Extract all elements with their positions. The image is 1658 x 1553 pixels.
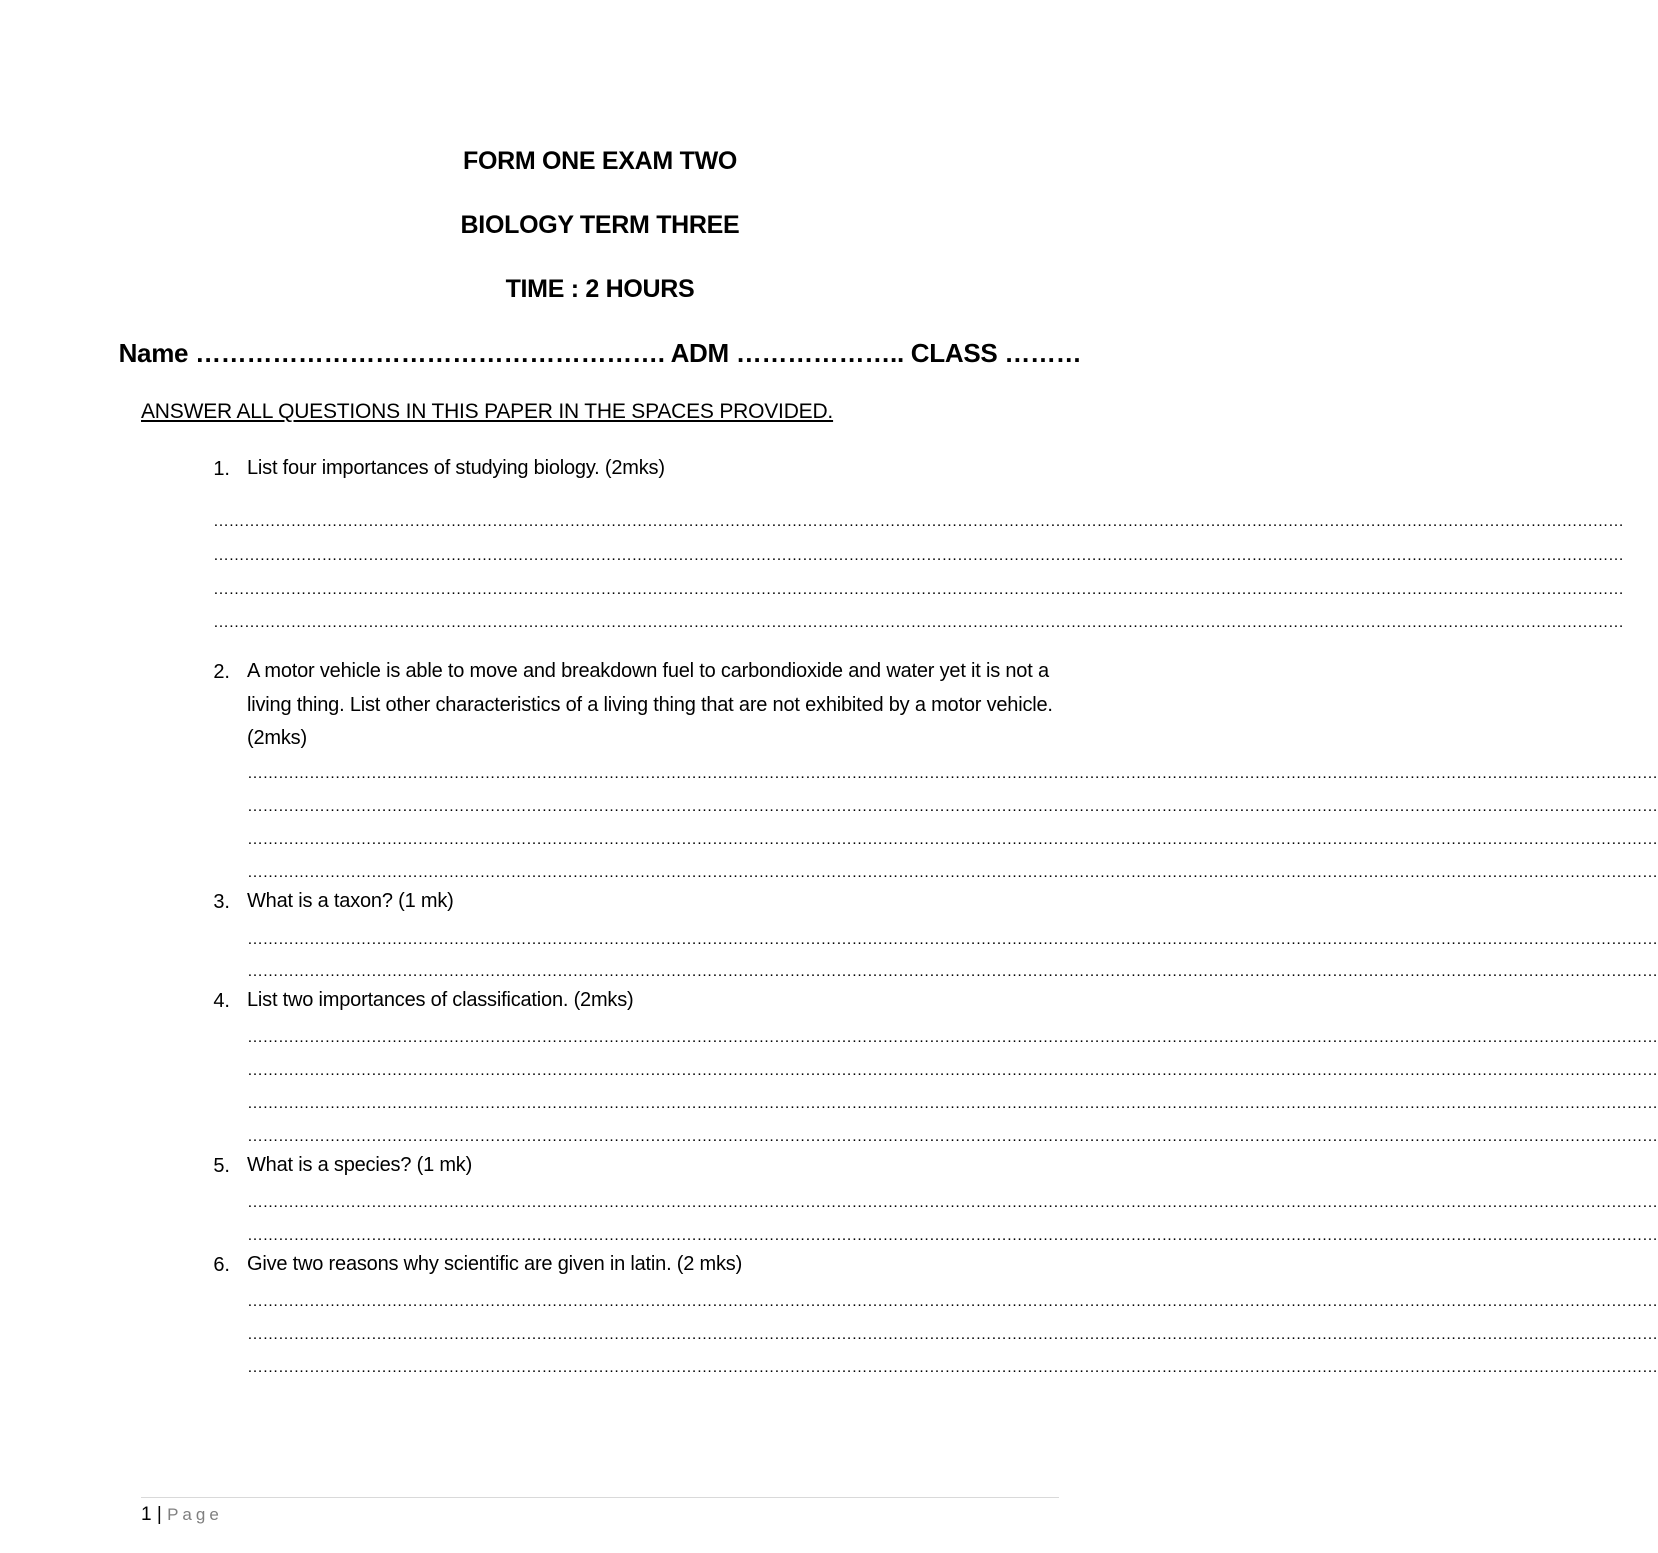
answer-line: …………………………………………………………………………………………………………………………………………………………………………………………………………………………………………………	[247, 765, 1658, 782]
answer-line: …………………………………………………………………………………………………………………………………………………………………………………………………………………………………………………	[247, 831, 1658, 848]
question-number: 4.	[213, 990, 230, 1012]
answer-line: …………………………………………………………………………………………………………………………………………………………………………………………………………………………………………………	[247, 1062, 1658, 1079]
question-text: List two importances of classification. (2mks)	[247, 989, 634, 1011]
footer-divider	[141, 1497, 1059, 1498]
page-number: 1	[141, 1504, 152, 1525]
answer-line: …………………………………………………………………………………………………………………………………………………………………………………………………………………………………………………	[247, 1227, 1658, 1244]
exam-duration: TIME : 2 HOURS	[505, 275, 695, 303]
answer-line: …………………………………………………………………………………………………………………………………………………………………………………………………………………………………………………	[247, 1194, 1658, 1211]
question-text: A motor vehicle is able to move and breakdown fuel to carbondioxide and water yet it is not a living thing. List other characteristics of a living thing that are not exhibited by a motor vehicle. (2mks)	[247, 660, 1053, 749]
question-text: What is a species? (1 mk)	[247, 1154, 473, 1176]
instructions: ANSWER ALL QUESTIONS IN THIS PAPER IN THE SPACES PROVIDED.	[141, 400, 834, 423]
footer-separator: |	[151, 1504, 168, 1525]
answer-line: …………………………………………………………………………………………………………………………………………………………………………………………………………………………………………………	[213, 614, 1624, 631]
student-details-line: Name ………………………………………………. ADM ……………….. CLASS ………	[118, 338, 1082, 368]
answer-line: …………………………………………………………………………………………………………………………………………………………………………………………………………………………………………………	[247, 1128, 1658, 1145]
answer-line: …………………………………………………………………………………………………………………………………………………………………………………………………………………………………………………	[247, 1095, 1658, 1112]
exam-subject: BIOLOGY TERM THREE	[460, 211, 740, 239]
exam-title: FORM ONE EXAM TWO	[462, 147, 738, 175]
page-label: Page	[167, 1505, 223, 1524]
question-number: 3.	[213, 891, 230, 913]
page-footer	[141, 1504, 223, 1526]
answer-line: …………………………………………………………………………………………………………………………………………………………………………………………………………………………………………………	[213, 547, 1624, 564]
answer-line: …………………………………………………………………………………………………………………………………………………………………………………………………………………………………………………	[213, 581, 1624, 598]
answer-line: …………………………………………………………………………………………………………………………………………………………………………………………………………………………………………………	[247, 1359, 1658, 1376]
answer-line: …………………………………………………………………………………………………………………………………………………………………………………………………………………………………………………	[247, 931, 1658, 948]
question-number: 6.	[213, 1254, 230, 1276]
answer-line: …………………………………………………………………………………………………………………………………………………………………………………………………………………………………………………	[247, 798, 1658, 815]
answer-line: …………………………………………………………………………………………………………………………………………………………………………………………………………………………………………………	[213, 513, 1624, 530]
question-text: What is a taxon? (1 mk)	[247, 890, 454, 912]
question-text: List four importances of studying biology. (2mks)	[247, 457, 665, 479]
answer-line: …………………………………………………………………………………………………………………………………………………………………………………………………………………………………………………	[247, 963, 1658, 980]
question-number: 1.	[213, 458, 230, 480]
answer-line: …………………………………………………………………………………………………………………………………………………………………………………………………………………………………………………	[247, 1293, 1658, 1310]
answer-line: …………………………………………………………………………………………………………………………………………………………………………………………………………………………………………………	[247, 1326, 1658, 1343]
question-text: Give two reasons why scientific are given in latin. (2 mks)	[247, 1253, 743, 1275]
answer-line: …………………………………………………………………………………………………………………………………………………………………………………………………………………………………………………	[247, 1029, 1658, 1046]
answer-line: …………………………………………………………………………………………………………………………………………………………………………………………………………………………………………………	[247, 864, 1658, 881]
question-number: 5.	[213, 1155, 230, 1177]
question-number: 2.	[213, 661, 230, 683]
